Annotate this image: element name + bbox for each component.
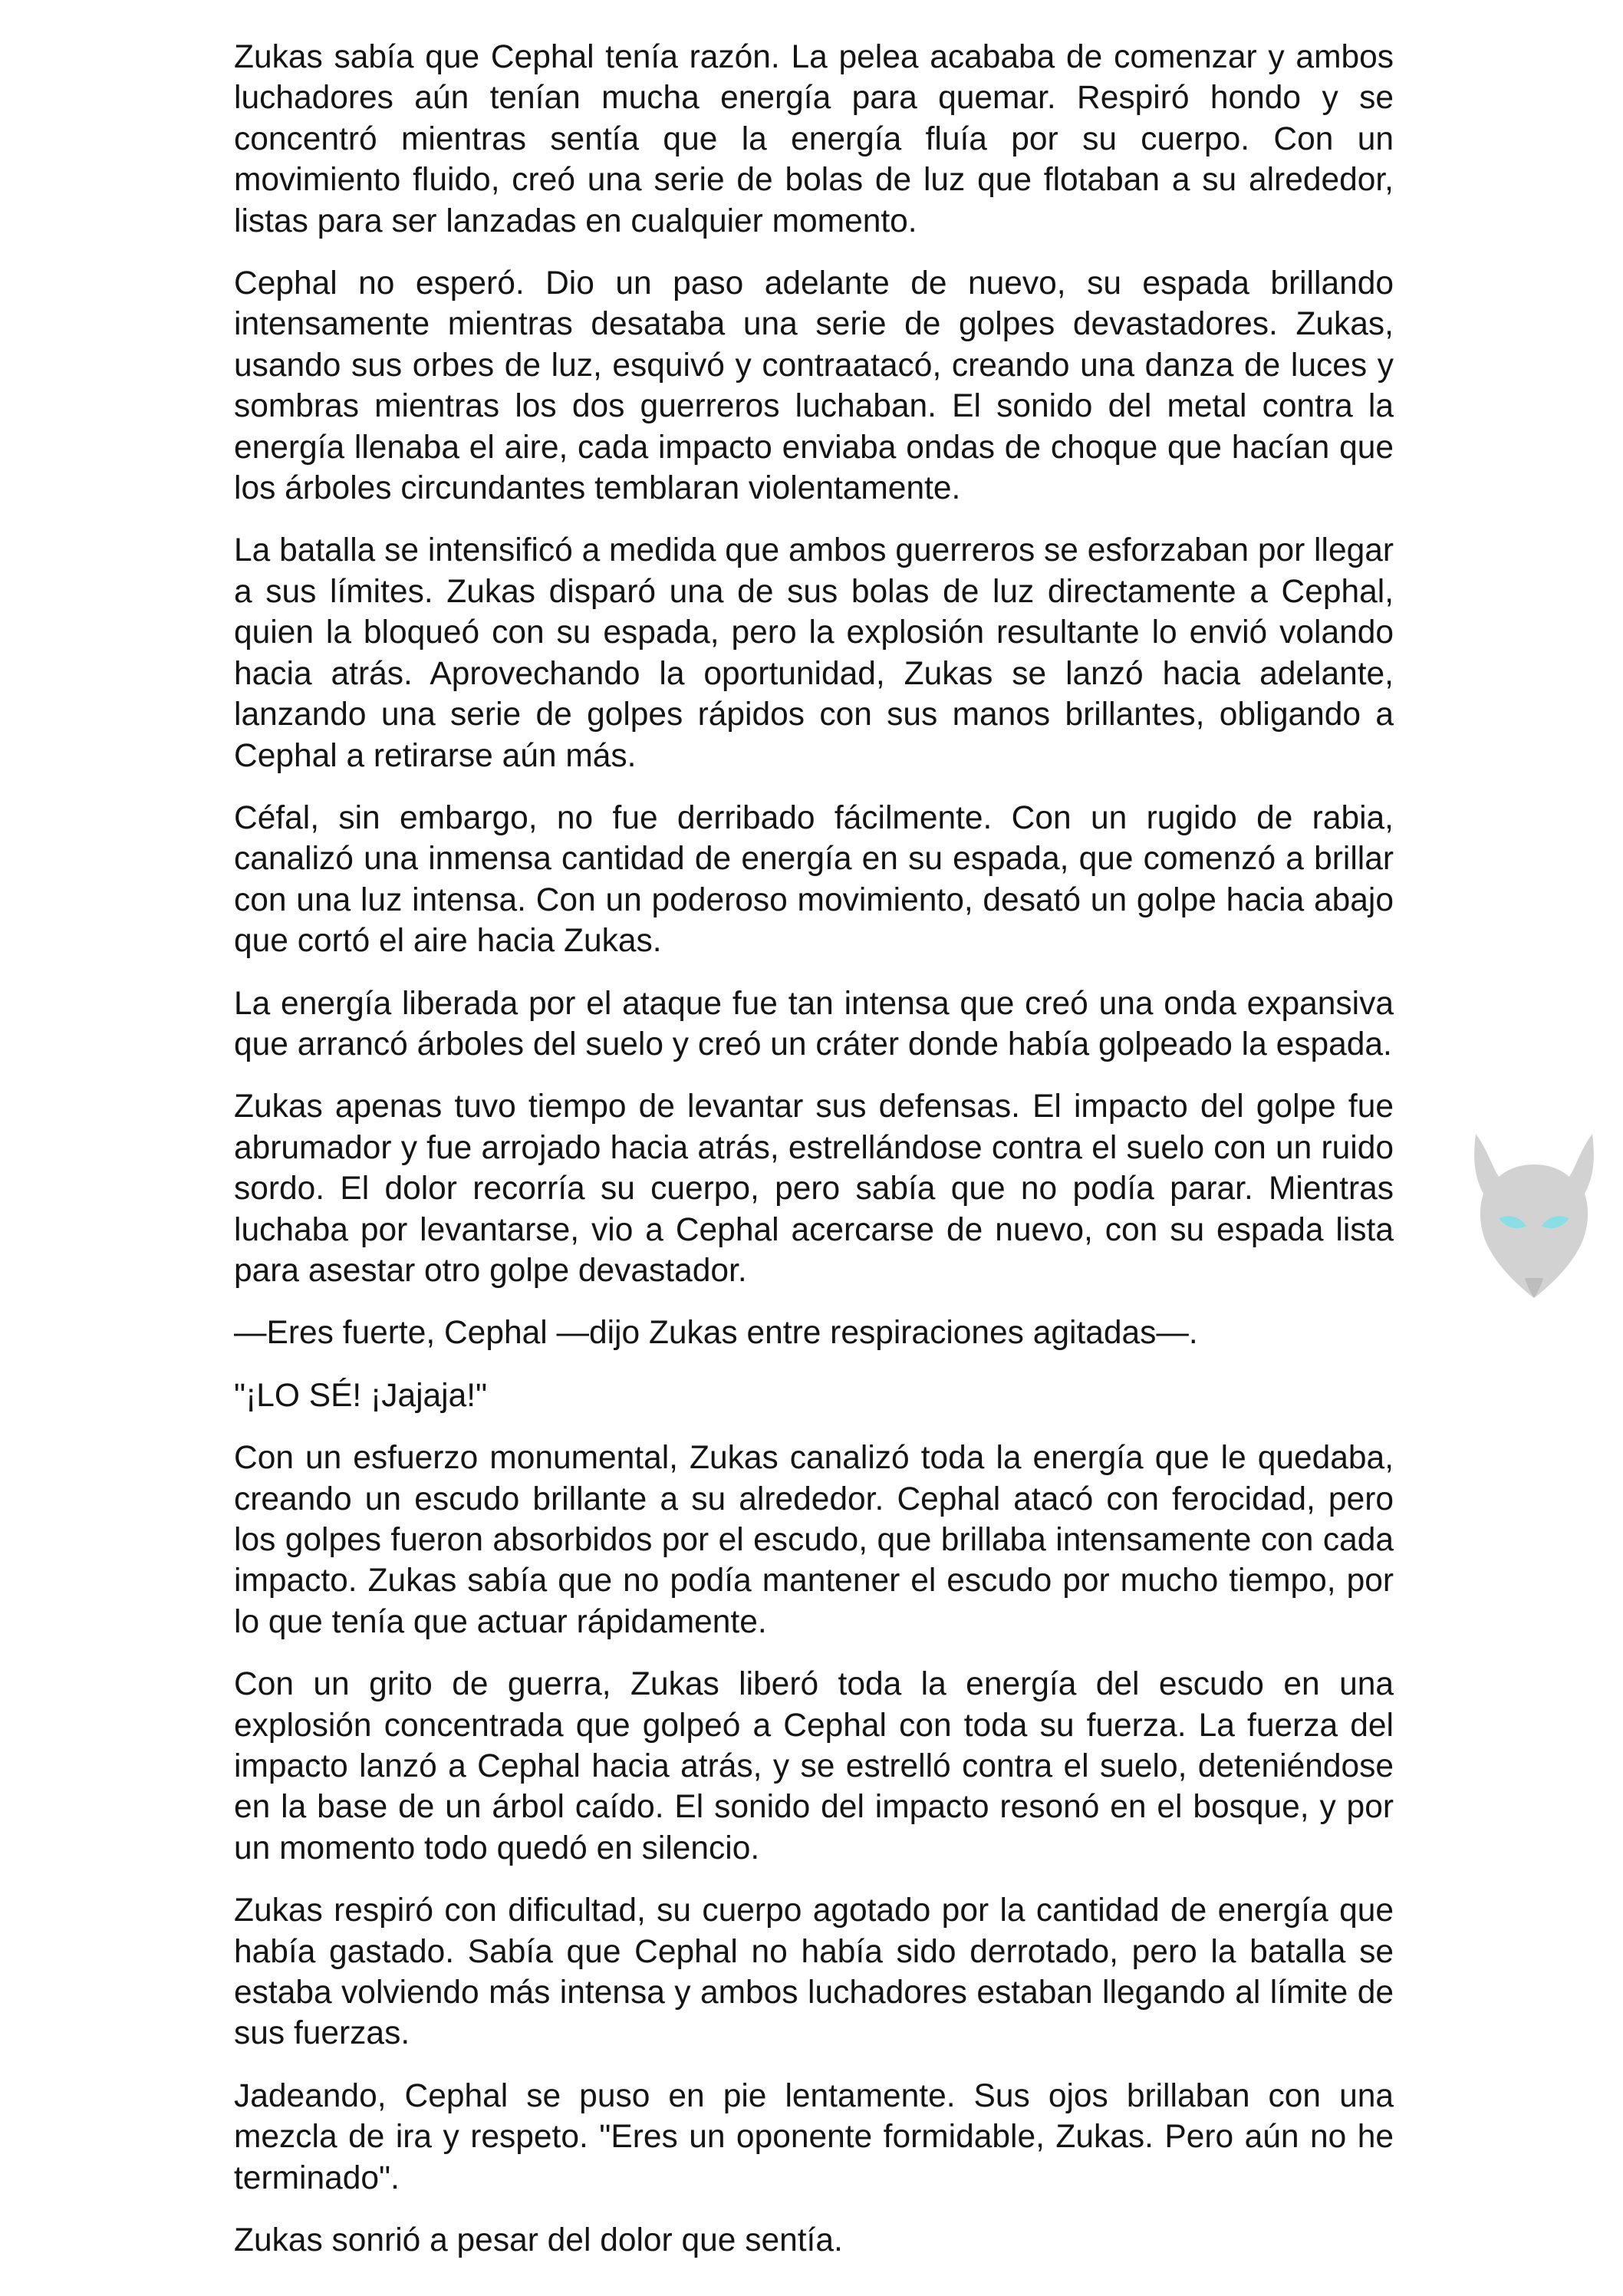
paragraph: Zukas sabía que Cephal tenía razón. La pelea acababa de comenzar y ambos luchadores aún tenían mucha energía para quemar. Respiró hondo y se concentró mientras sentía que la energía fluía por su cuerpo. Con un movimiento fluido, creó una serie de bolas de luz que flotaban a su alrededor, listas para ser lanzadas en cualquier momento.	[234, 39, 1394, 239]
paragraph: Cephal no esperó. Dio un paso adelante de nuevo, su espada brillando intensamente mientras desataba una serie de golpes devastadores. Zukas, usando sus orbes de luz, esquivó y contraatacó, creando una danza de luces y sombras mientras los dos guerreros luchaban. El sonido del metal contra la energía llenaba el aire, cada impacto enviaba ondas de choque que hacían que los árboles circundantes temblaran violentamente.	[234, 265, 1394, 507]
paragraph: Zukas sonrió a pesar del dolor que sentía.	[234, 2222, 843, 2259]
paragraph: La batalla se intensificó a medida que ambos guerreros se esforzaban por llegar a sus límites. Zukas disparó una de sus bolas de luz directamente a Cephal, quien la bloqueó con su espada, pero la explosión resultante lo envió volando hacia atrás. Aprovechando la oportunidad, Zukas se lanzó hacia adelante, lanzando una serie de golpes rápidos con sus manos brillantes, obligando a Cephal a retirarse aún más.	[234, 532, 1394, 774]
dialogue-line: —Eres fuerte, Cephal —dijo Zukas entre respiraciones agitadas—.	[234, 1315, 1198, 1352]
paragraph: Zukas apenas tuvo tiempo de levantar sus defensas. El impacto del golpe fue abrumador y fue arrojado hacia atrás, estrellándose contra el suelo con un ruido sordo. El dolor recorría su cuerpo, pero sabía que no podía parar. Mientras luchaba por levantarse, vio a Cephal acercarse de nuevo, con su espada lista para asestar otro golpe devastador.	[234, 1089, 1394, 1289]
paragraph: La energía liberada por el ataque fue tan intensa que creó una onda expansiva que arrancó árboles del suelo y creó un cráter donde había golpeado la espada.	[234, 985, 1394, 1062]
document-body	[234, 37, 1394, 2283]
paragraph: Con un grito de guerra, Zukas liberó toda la energía del escudo en una explosión concentrada que golpeó a Cephal con toda su fuerza. La fuerza del impacto lanzó a Cephal hacia atrás, y se estrelló contra el suelo, deteniéndose en la base de un árbol caído. El sonido del impacto resonó en el bosque, y por un momento todo quedó en silencio.	[234, 1666, 1394, 1866]
horned-demon-head-icon	[1465, 1128, 1603, 1304]
paragraph: Jadeando, Cephal se puso en pie lentamente. Sus ojos brillaban con una mezcla de ira y respeto. "Eres un oponente formidable, Zukas. Pero aún no he terminado".	[234, 2077, 1394, 2196]
dialogue-line: "¡LO SÉ! ¡Jajaja!"	[234, 1377, 488, 1414]
paragraph: Zukas respiró con dificultad, su cuerpo agotado por la cantidad de energía que había gastado. Sabía que Cephal no había sido derrotado, pero la batalla se estaba volviendo más intensa y ambos luchadores estaban llegando al límite de sus fuerzas.	[234, 1892, 1394, 2052]
paragraph: Céfal, sin embargo, no fue derribado fácilmente. Con un rugido de rabia, canalizó una inmensa cantidad de energía en su espada, que comenzó a brillar con una luz intensa. Con un poderoso movimiento, desató un golpe hacia abajo que cortó el aire hacia Zukas.	[234, 799, 1394, 960]
paragraph: Con un esfuerzo monumental, Zukas canalizó toda la energía que le quedaba, creando un escudo brillante a su alrededor. Cephal atacó con ferocidad, pero los golpes fueron absorbidos por el escudo, que brillaba intensamente con cada impacto. Zukas sabía que no podía mantener el escudo por mucho tiempo, por lo que tenía que actuar rápidamente.	[234, 1440, 1394, 1640]
